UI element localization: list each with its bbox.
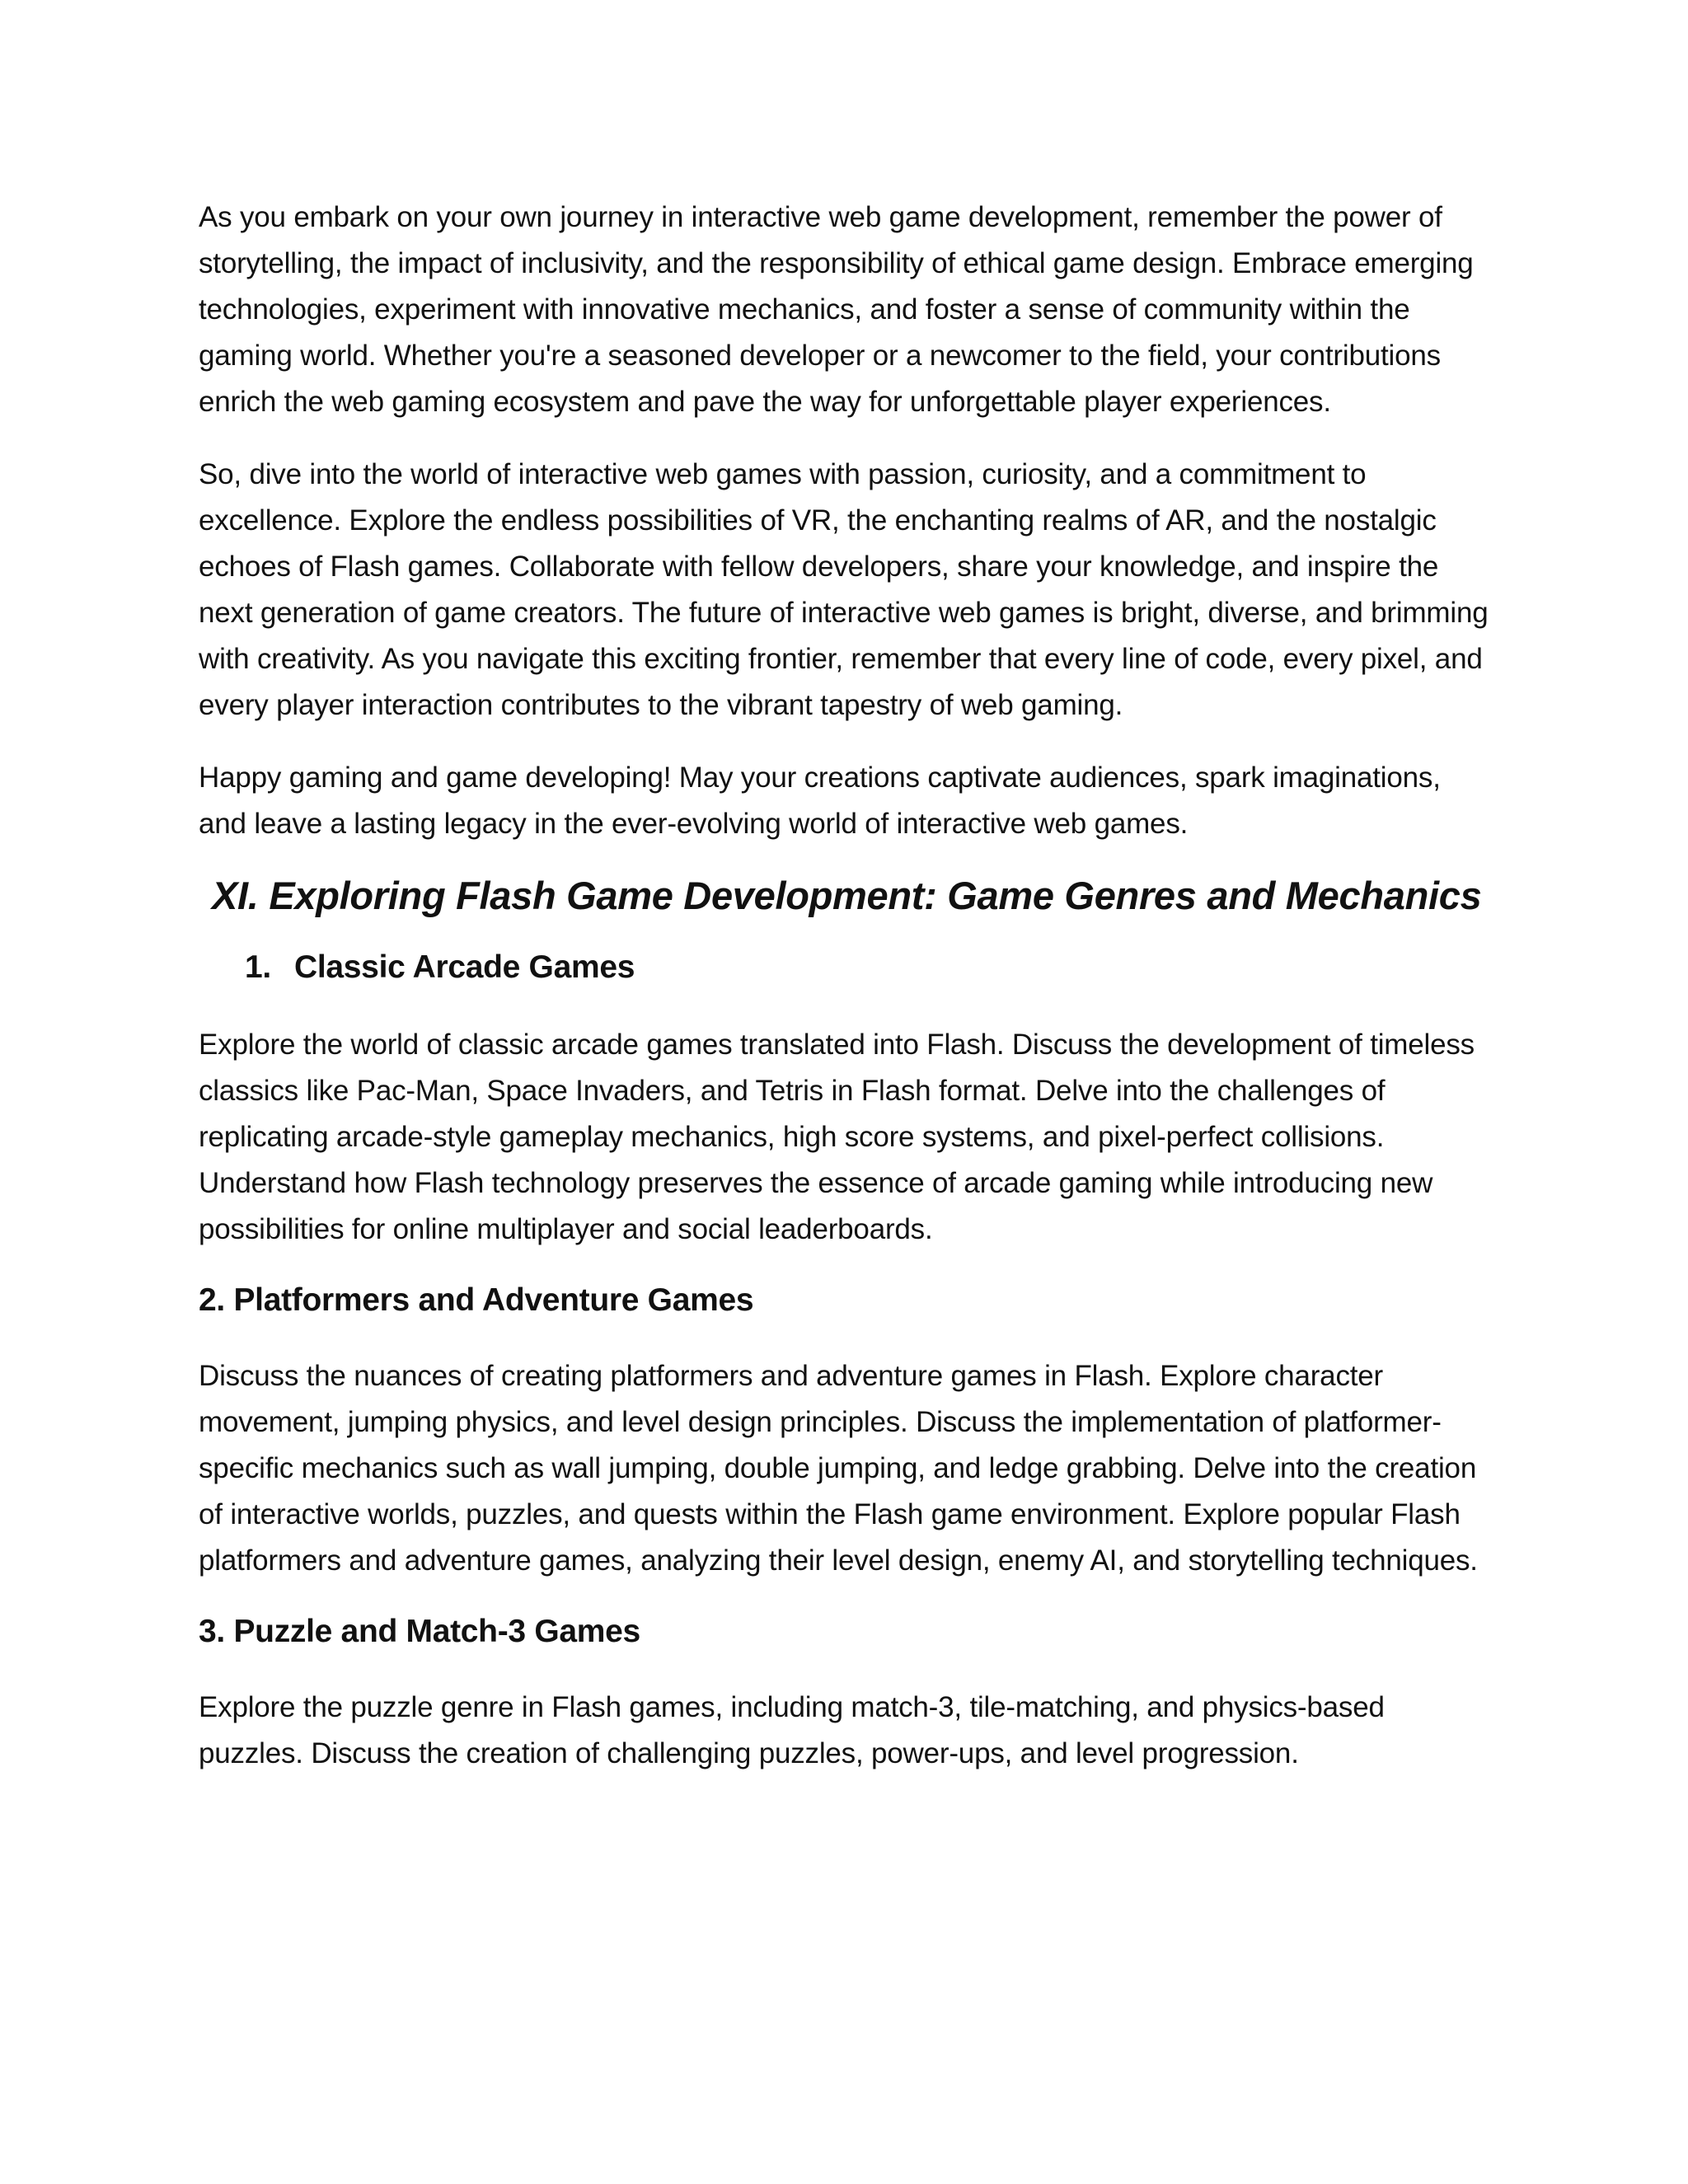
subsection-body-1: Explore the world of classic arcade games translated into Flash. Discuss the development of timeless classics like Pac-Man, Space Invaders, and Tetris in Flash format. Delve into the challenges of replicating arcade-style gameplay mechanics, high score systems, and pixel-perfect collisions. Understand how Flash technology preserves the essence of arcade gaming while introducing new possibilities for online multiplayer and social leaderboards. [199,1029,1475,1245]
intro-paragraph-1: As you embark on your own journey in interactive web game development, remember the power of storytelling, the impact of inclusivity, and the responsibility of ethical game design. Embrace emerging technologies, experiment with innovative mechanics, and foster a sense of community within the gaming world. Whether you're a seasoned developer or a newcomer to the field, your contributions enrich the web gaming ecosystem and pave the way for unforgettable player experiences. [199,201,1474,418]
section-heading: XI. Exploring Flash Game Development: Game Genres and Mechanics [212,874,1482,917]
subsection-body-3: Explore the puzzle genre in Flash games, including match-3, tile-matching, and physics-based puzzles. Discuss the creation of challenging puzzles, power-ups, and level progression. [199,1691,1385,1769]
subsection-heading-3: 3. Puzzle and Match-3 Games [199,1614,640,1649]
subsection-heading-1 [245,946,1493,989]
subsection-title-1: Classic Arcade Games [294,949,635,985]
subsection-body-2: Discuss the nuances of creating platformers and adventure games in Flash. Explore character movement, jumping physics, and level design principles. Discuss the implementation of platformer-specific mechanics such as wall jumping, double jumping, and ledge grabbing. Delve into the creation of interactive worlds, puzzles, and quests within the Flash game environment. Explore popular Flash platformers and adventure games, analyzing their level design, enemy AI, and storytelling techniques. [199,1360,1478,1577]
page-content [199,194,1493,1777]
intro-paragraph-2: So, dive into the world of interactive web games with passion, curiosity, and a commitment to excellence. Explore the endless possibilities of VR, the enchanting realms of AR, and the nostalgic echoes of Flash games. Collaborate with fellow developers, share your knowledge, and inspire the next generation of game creators. The future of interactive web games is bright, diverse, and brimming with creativity. As you navigate this exciting frontier, remember that every line of code, every pixel, and every player interaction contributes to the vibrant tapestry of web gaming. [199,458,1489,721]
intro-paragraph-3: Happy gaming and game developing! May your creations captivate audiences, spark imaginations, and leave a lasting legacy in the ever-evolving world of interactive web games. [199,762,1441,840]
subsection-number-1: 1. [245,949,271,985]
subsection-heading-2: 2. Platformers and Adventure Games [199,1282,754,1318]
